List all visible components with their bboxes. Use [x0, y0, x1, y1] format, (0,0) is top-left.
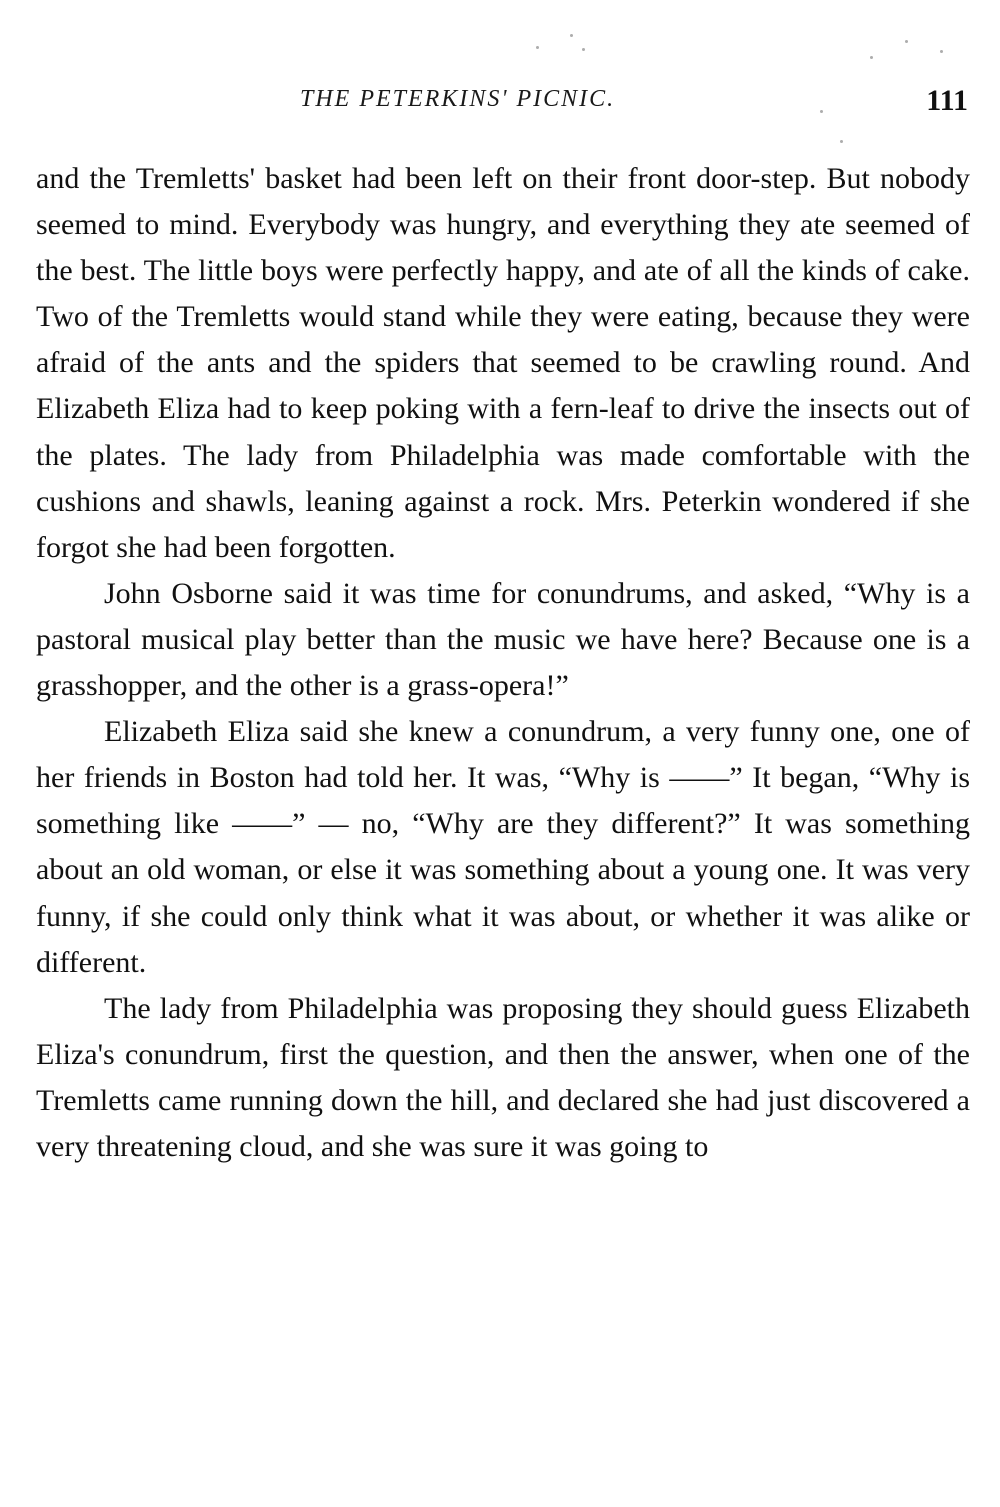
print-speckle — [940, 50, 943, 53]
page-number: 111 — [926, 84, 968, 117]
print-speckle — [582, 48, 585, 51]
body-text — [36, 156, 970, 1170]
print-speckle — [840, 140, 843, 143]
print-speckle — [820, 110, 823, 113]
paragraph-3: Elizabeth Eliza said she knew a conundrum, a very funny one, one of her friends in Boston had told her. It was, “Why is ——” It began, “Why is something like ——” — no, “Why are they different?” It was something about an old woman, or else it was something about a young one. It was very funny, if she could only think what it was about, or whether it was alike or different. — [36, 715, 970, 979]
paragraph-2: John Osborne said it was time for conundrums, and asked, “Why is a pastoral musical play better than the music we have here? Because one is a grasshopper, and the other is a grass-opera!” — [36, 576, 970, 703]
paragraph-1: and the Tremletts' basket had been left on their front door-step. But nobody seemed to mind. Everybody was hungry, and everything they ate seemed of the best. The little boys were perfectly happy, and ate of all the kinds of cake. Two of the Tremletts would stand while they were eating, because they were afraid of the ants and the spiders that seemed to be crawling round. And Elizabeth Eliza had to keep poking with a fern-leaf to drive the insects out of the plates. The lady from Philadelphia was made comfortable with the cushions and shawls, leaning against a rock. Mrs. Peterkin wondered if she forgot she had been forgotten. — [36, 162, 970, 564]
paragraph-4: The lady from Philadelphia was proposing they should guess Elizabeth Eliza's conundrum, first the question, and then the answer, when one of the Tremletts came running down the hill, and declared she had just discovered a very threatening cloud, and she was sure it was going to — [36, 991, 970, 1163]
print-speckle — [570, 34, 573, 37]
running-title: THE PETERKINS' PICNIC. — [300, 86, 616, 112]
print-speckle — [870, 56, 873, 59]
print-speckle — [536, 46, 539, 49]
running-head — [0, 84, 1000, 124]
print-speckle — [905, 40, 908, 43]
